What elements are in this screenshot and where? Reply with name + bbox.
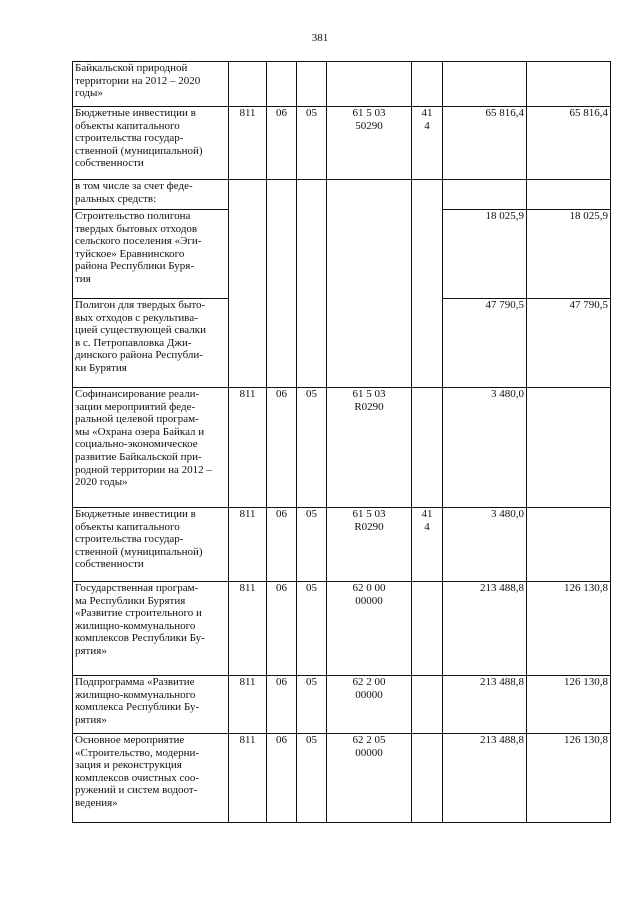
cell-rz: 06 xyxy=(267,734,297,823)
cell-csr: 62 2 05 00000 xyxy=(327,734,412,823)
cell-csr xyxy=(327,62,412,107)
cell-rz: 06 xyxy=(267,388,297,508)
cell-pr: 05 xyxy=(297,734,327,823)
row-name: Основное мероприятие «Строительство, модерни- зация и реконструкция комплексов очистных соо- ружений и систем водоот- ведения» xyxy=(73,734,229,823)
row-name: Софинансирование реали- зации мероприятий феде- ральной целевой програм- мы «Охрана озера Байкал и социально-экономическое развитие Байкальской при- родной территории на 2012 – 2020 годы» xyxy=(73,388,229,508)
cell-vr xyxy=(412,388,443,508)
row-name: Бюджетные инвестиции в объекты капитального строительства государ- ственной (муниципальной) собственности xyxy=(73,508,229,582)
cell-csr xyxy=(327,180,412,388)
cell-grbs: 811 xyxy=(229,107,267,180)
budget-table xyxy=(72,61,611,823)
row-name: Подпрограмма «Развитие жилищно-коммунального комплекса Республики Бу- рятия» xyxy=(73,676,229,734)
cell-sum2 xyxy=(527,180,611,210)
cell-grbs xyxy=(229,180,267,388)
cell-grbs: 811 xyxy=(229,582,267,676)
cell-rz: 06 xyxy=(267,107,297,180)
cell-sum2: 18 025,9 xyxy=(527,210,611,299)
cell-pr xyxy=(297,180,327,388)
cell-vr: 41 4 xyxy=(412,107,443,180)
row-name: Байкальской природной территории на 2012 – 2020 годы» xyxy=(73,62,229,107)
cell-pr: 05 xyxy=(297,388,327,508)
cell-grbs: 811 xyxy=(229,734,267,823)
row-name: Бюджетные инвестиции в объекты капитального строительства государ- ственной (муниципальной) собственности xyxy=(73,107,229,180)
cell-sum1: 18 025,9 xyxy=(443,210,527,299)
cell-sum2 xyxy=(527,508,611,582)
cell-sum2: 47 790,5 xyxy=(527,299,611,388)
cell-grbs: 811 xyxy=(229,508,267,582)
cell-pr: 05 xyxy=(297,582,327,676)
table-row xyxy=(73,388,611,508)
cell-sum1 xyxy=(443,62,527,107)
cell-sum1: 65 816,4 xyxy=(443,107,527,180)
cell-sum1: 47 790,5 xyxy=(443,299,527,388)
cell-csr: 61 5 03 50290 xyxy=(327,107,412,180)
cell-sum2: 65 816,4 xyxy=(527,107,611,180)
cell-sum1: 213 488,8 xyxy=(443,676,527,734)
cell-sum1: 213 488,8 xyxy=(443,734,527,823)
cell-sum2: 126 130,8 xyxy=(527,582,611,676)
table-row xyxy=(73,180,611,210)
table-row xyxy=(73,734,611,823)
cell-csr: 62 0 00 00000 xyxy=(327,582,412,676)
cell-rz: 06 xyxy=(267,676,297,734)
cell-csr: 61 5 03 R0290 xyxy=(327,508,412,582)
cell-rz xyxy=(267,180,297,388)
cell-pr xyxy=(297,62,327,107)
cell-sum2 xyxy=(527,62,611,107)
cell-pr: 05 xyxy=(297,508,327,582)
table-row xyxy=(73,582,611,676)
cell-rz: 06 xyxy=(267,508,297,582)
table-row xyxy=(73,508,611,582)
cell-sum1: 3 480,0 xyxy=(443,508,527,582)
cell-vr xyxy=(412,734,443,823)
row-name: в том числе за счет феде- ральных средств: xyxy=(73,180,229,210)
cell-vr xyxy=(412,676,443,734)
cell-pr: 05 xyxy=(297,107,327,180)
cell-sum2: 126 130,8 xyxy=(527,676,611,734)
cell-csr: 61 5 03 R0290 xyxy=(327,388,412,508)
cell-vr: 41 4 xyxy=(412,508,443,582)
cell-rz xyxy=(267,62,297,107)
cell-csr: 62 2 00 00000 xyxy=(327,676,412,734)
cell-sum1: 213 488,8 xyxy=(443,582,527,676)
cell-grbs xyxy=(229,62,267,107)
table-row xyxy=(73,676,611,734)
row-name: Государственная програм- ма Республики Бурятия «Развитие строительного и жилищно-коммунального комплексов Республики Бу- рятия» xyxy=(73,582,229,676)
cell-vr xyxy=(412,180,443,388)
cell-sum1 xyxy=(443,180,527,210)
page-number: 381 xyxy=(311,32,329,44)
cell-sum2: 126 130,8 xyxy=(527,734,611,823)
table-row xyxy=(73,62,611,107)
row-name: Полигон для твердых быто- вых отходов с рекультива- цией существующей свалки в с. Петропавловка Джи- динского района Республи- ки Бурятия xyxy=(73,299,229,388)
cell-vr xyxy=(412,62,443,107)
cell-grbs: 811 xyxy=(229,388,267,508)
cell-rz: 06 xyxy=(267,582,297,676)
cell-vr xyxy=(412,582,443,676)
cell-sum1: 3 480,0 xyxy=(443,388,527,508)
row-name: Строительство полигона твердых бытовых отходов сельского поселения «Эги- туйское» Еравнинского района Республики Буря- тия xyxy=(73,210,229,299)
table-row xyxy=(73,107,611,180)
cell-grbs: 811 xyxy=(229,676,267,734)
cell-pr: 05 xyxy=(297,676,327,734)
cell-sum2 xyxy=(527,388,611,508)
